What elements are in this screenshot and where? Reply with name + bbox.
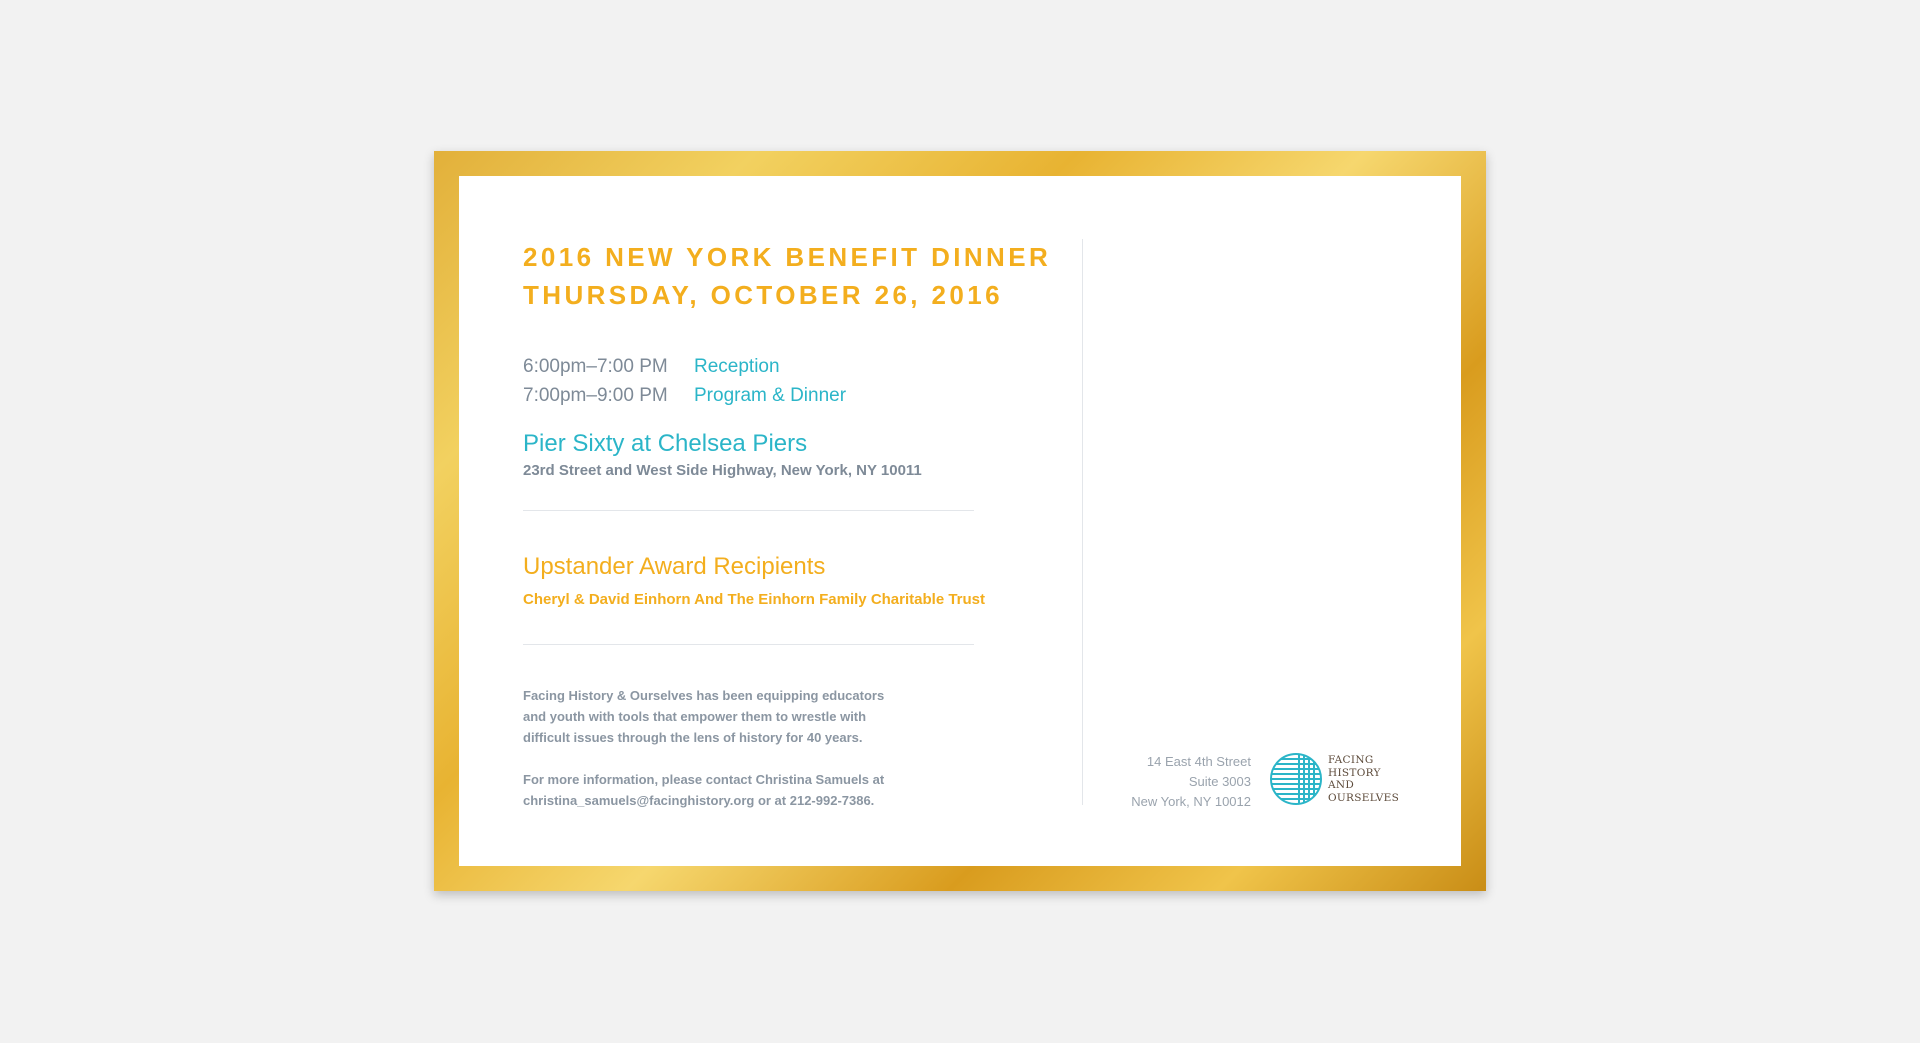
- about-paragraph: [523, 685, 1083, 748]
- contact-paragraph: [523, 769, 1083, 811]
- schedule-row: [523, 381, 1083, 410]
- contact-line: christina_samuels@facinghistory.org or at 212-992-7386.: [523, 793, 875, 808]
- schedule-event: Program & Dinner: [694, 385, 847, 406]
- logo-line: OURSELVES: [1328, 791, 1400, 804]
- about-line: difficult issues through the lens of history for 40 years.: [523, 730, 863, 745]
- event-title: 2016 NEW YORK BENEFIT DINNER: [523, 242, 1052, 272]
- address-line: Suite 3003: [1188, 774, 1251, 789]
- return-address: [1131, 752, 1251, 812]
- invitation-details: [523, 238, 1083, 811]
- about-line: and youth with tools that empower them to wrestle with: [523, 709, 867, 724]
- award-recipients: Cheryl & David Einhorn And The Einhorn Family Charitable Trust: [523, 591, 986, 608]
- award-heading: Upstander Award Recipients: [523, 553, 826, 580]
- vertical-divider: [1082, 239, 1083, 805]
- schedule-time: 7:00pm–9:00 PM: [523, 385, 668, 406]
- invitation-card: [434, 151, 1486, 891]
- organization-logo: [1269, 752, 1399, 806]
- striped-globe-icon: [1269, 752, 1323, 806]
- address-line: New York, NY 10012: [1131, 794, 1251, 809]
- logo-line: HISTORY: [1328, 766, 1381, 779]
- about-line: Facing History & Ourselves has been equipping educators: [523, 688, 885, 703]
- event-date: THURSDAY, OCTOBER 26, 2016: [523, 280, 1003, 310]
- schedule-time: 6:00pm–7:00 PM: [523, 356, 668, 377]
- venue-name: Pier Sixty at Chelsea Piers: [523, 430, 808, 457]
- about-text: [523, 685, 1083, 811]
- logo-line: FACING: [1328, 754, 1374, 766]
- contact-line: For more information, please contact Christina Samuels at: [523, 772, 885, 787]
- event-schedule: [523, 352, 1083, 410]
- schedule-row: [523, 352, 1083, 381]
- divider: [523, 644, 974, 645]
- divider: [523, 510, 974, 511]
- card-content: [459, 176, 1461, 866]
- venue-address: 23rd Street and West Side Highway, New York, NY 10011: [523, 462, 922, 479]
- address-line: 14 East 4th Street: [1146, 754, 1251, 769]
- logo-line: AND: [1328, 779, 1355, 791]
- schedule-event: Reception: [694, 356, 780, 377]
- logo-wordmark: [1328, 754, 1399, 804]
